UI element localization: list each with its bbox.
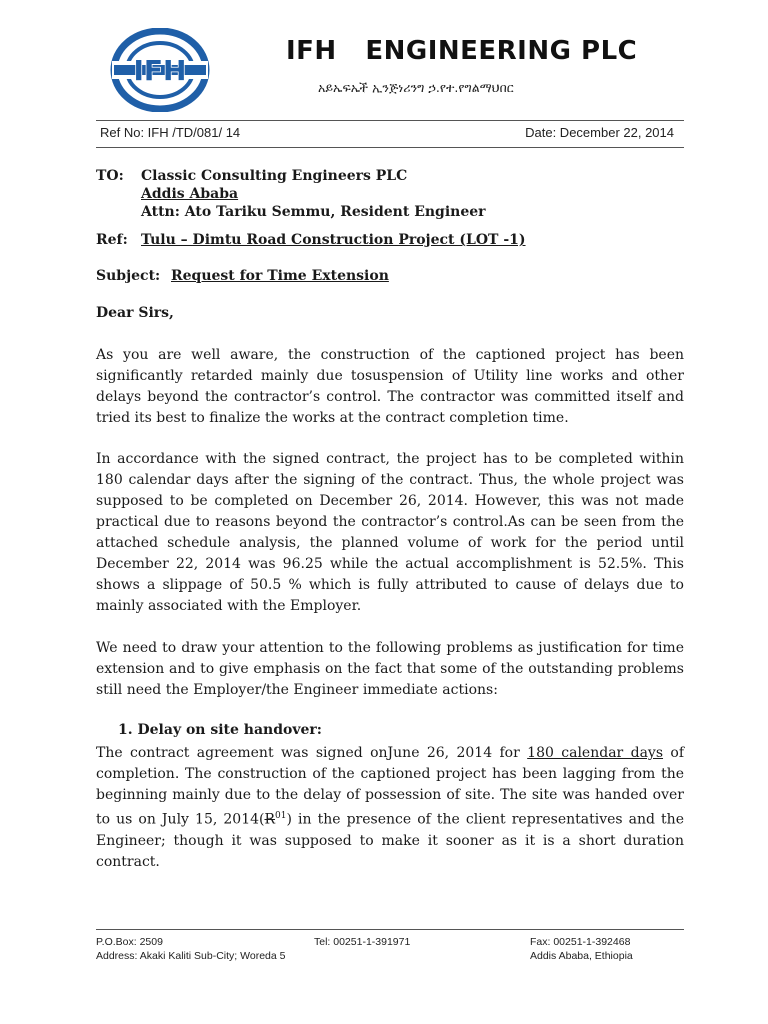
addressee-company: Classic Consulting Engineers PLC <box>141 168 408 184</box>
section-1-number: 1. <box>118 722 133 738</box>
attachment-ref-mark: R <box>264 811 276 828</box>
company-name-local: አይኤፍኤች ኢንጅነሪንግ ኃ.የተ.የግልማህበር <box>318 80 514 95</box>
addressee-city: Addis Ababa <box>141 186 239 202</box>
section-1-title: Delay on site handover: <box>137 722 322 738</box>
logo-text: IFH <box>133 54 187 87</box>
section-1-heading <box>118 722 322 738</box>
attachment-ref-number: 01 <box>275 811 287 821</box>
to-label: TO: <box>96 168 124 184</box>
subject-label: Subject: <box>96 268 161 284</box>
logo-globe-icon <box>110 28 210 112</box>
header-top-rule <box>96 120 684 121</box>
reference-block <box>96 232 526 248</box>
section-1-duration: 180 calendar days <box>527 745 664 761</box>
section-1-text <box>96 743 684 873</box>
footer-tel: Tel: 00251-1-391971 <box>314 936 411 948</box>
section-1-text-b: of completion. The construction of the captioned project has been lagging from the beginning mainly due to the delay of possession of site. The site was handed over to us on July 15, 2014( <box>96 745 684 828</box>
salutation: Dear Sirs, <box>96 305 174 321</box>
addressee-line-2 <box>141 186 238 202</box>
subject-value: Request for Time Extension <box>171 268 389 284</box>
ref-label: Ref: <box>96 232 128 248</box>
footer-city: Addis Ababa, Ethiopia <box>530 950 633 962</box>
addressee-line-1 <box>96 168 407 184</box>
footer-middle <box>314 935 410 949</box>
company-logo <box>110 28 210 112</box>
footer-fax: Fax: 00251-1-392468 <box>530 936 631 948</box>
section-1-text-c: ) in the presence of the client representatives and the Engineer; though it was supposed to make it sooner as it is a short duration contract. <box>96 811 684 870</box>
footer-right <box>530 935 633 963</box>
paragraph-2 <box>96 449 684 617</box>
footer-rule <box>96 929 684 930</box>
footer-address: Address: Akaki Kaliti Sub-City; Woreda 5 <box>96 950 286 962</box>
paragraph-3-text: We need to draw your attention to the following problems as justification for time extension and to give emphasis on the fact that some of the outstanding problems still need the Employer/the Engineer immediate actions: <box>96 640 684 698</box>
company-name: IFH ENGINEERING PLC <box>286 36 638 66</box>
paragraph-1-text: As you are well aware, the construction of the captioned project has been significantly retarded mainly due tosuspension of Utility line works and other delays beyond the contractor’s control. The contractor was committed itself and tried its best to finalize the works at the contract completion time. <box>96 347 684 426</box>
reference-number: Ref No: IFH /TD/081/ 14 <box>100 125 241 140</box>
project-reference: Tulu – Dimtu Road Construction Project (LOT -1) <box>141 232 526 248</box>
footer-pobox: P.O.Box: 2509 <box>96 936 163 948</box>
paragraph-3 <box>96 638 684 701</box>
reference-line <box>96 125 674 140</box>
header-bottom-rule <box>96 147 684 148</box>
subject-block <box>96 268 389 284</box>
addressee-attention: Attn: Ato Tariku Semmu, Resident Engineer <box>141 204 486 220</box>
section-1-text-a: The contract agreement was signed onJune 26, 2014 for <box>96 745 528 761</box>
footer-left <box>96 935 285 963</box>
section-1-body <box>96 743 684 873</box>
letter-date: Date: December 22, 2014 <box>525 125 674 140</box>
paragraph-1 <box>96 345 684 429</box>
paragraph-2-text: In accordance with the signed contract, the project has to be completed within 180 calendar days after the signing of the contract. Thus, the whole project was supposed to be completed on December 26, 2014. However, this was not made practical due to reasons beyond the contractor’s control.As can be seen from the attached schedule analysis, the planned volume of work for the period until December 22, 2014 was 96.25 while the actual accomplishment is 52.5%. This shows a slippage of 50.5 % which is fully attributed to cause of delays due to mainly associated with the Employer. <box>96 451 684 614</box>
